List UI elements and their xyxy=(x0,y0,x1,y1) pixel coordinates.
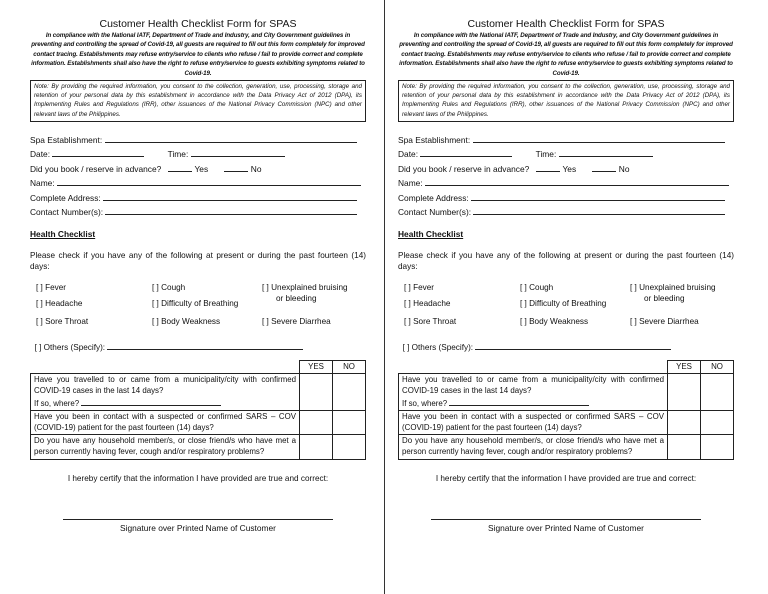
booked-no-label: No xyxy=(618,163,630,174)
symptom-bruising-cont: or bleeding xyxy=(276,293,317,303)
symptom-bruising-cont: or bleeding xyxy=(644,293,685,303)
symptom-diarrhea[interactable]: [ ] Severe Diarrhea xyxy=(630,316,699,326)
booked-yes-field[interactable] xyxy=(536,162,560,172)
booked-label: Did you book / reserve in advance? xyxy=(30,163,162,174)
form-title: Customer Health Checklist Form for SPAS xyxy=(467,18,665,30)
symptom-diarrhea[interactable]: [ ] Severe Diarrhea xyxy=(262,316,331,326)
symptom-breathing[interactable]: [ ] Difficulty of Breathing xyxy=(520,298,607,308)
compliance-intro: In compliance with the National IATF, Department of Trade and Industry, and City Government guidelines in preventing and controlling the spread of Covid-19, all guests are required to fill out this form completely for improved contact tracing. Establishments may refuse entry/service to clients who refuse / fail to provide correct and complete information. Establishments shall also have the right to refuse entry/service to guests exhibiting symptoms related to Covid-19. xyxy=(31,32,365,77)
symptom-weakness[interactable]: [ ] Body Weakness xyxy=(520,316,589,326)
symptom-bruising[interactable]: [ ] Unexplained bruising xyxy=(262,282,348,292)
table-corner xyxy=(31,360,300,374)
privacy-note: Note: By providing the required information, you consent to the collection, generation, use, processing, storage and retention of your personal data by this establishment in accordance with the Data Privacy Act of 2012 (DPA), its Implementing Rules and Regulations (IRR), other issuances of the National Privacy Commission (NPC) and other relevant laws of the Philippines. xyxy=(398,80,734,122)
others-label[interactable]: [ ] Others (Specify): xyxy=(402,342,474,352)
symptom-grid xyxy=(30,282,366,334)
symptom-weakness[interactable]: [ ] Body Weakness xyxy=(152,316,221,326)
contact-no-cell[interactable] xyxy=(701,411,734,435)
customer-fields xyxy=(398,133,734,220)
contact-yes-cell[interactable] xyxy=(668,411,701,435)
contact-yes-cell[interactable] xyxy=(300,411,333,435)
others-field[interactable] xyxy=(475,340,671,350)
table-corner xyxy=(399,360,668,374)
compliance-intro: In compliance with the National IATF, Department of Trade and Industry, and City Government guidelines in preventing and controlling the spread of Covid-19, all guests are required to fill out this form completely for improved contact tracing. Establishments may refuse entry/service to clients who refuse / fail to provide correct and complete information. Establishments shall also have the right to refuse entry/service to guests exhibiting symptoms related to Covid-19. xyxy=(399,32,733,77)
booked-yes-label: Yes xyxy=(194,163,209,174)
time-field[interactable] xyxy=(191,147,285,157)
household-yes-cell[interactable] xyxy=(300,435,333,459)
time-field[interactable] xyxy=(559,147,653,157)
name-label: Name: xyxy=(398,178,423,189)
signature-line[interactable] xyxy=(63,519,333,520)
symptom-breathing[interactable]: [ ] Difficulty of Breathing xyxy=(152,298,239,308)
booked-yes-label: Yes xyxy=(562,163,577,174)
certification-text: I hereby certify that the information I have provided are true and correct: xyxy=(435,473,697,483)
symptom-sore-throat[interactable]: [ ] Sore Throat xyxy=(36,316,89,326)
yes-header: YES xyxy=(668,360,701,374)
signature-line[interactable] xyxy=(431,519,701,520)
contact-label: Contact Number(s): xyxy=(30,207,104,218)
question-contact: Have you been in contact with a suspected or confirmed SARS – COV (COVID-19) patient for the past fourteen (14) days? xyxy=(399,411,668,435)
health-checklist-title: Health Checklist xyxy=(398,228,464,239)
spa-field[interactable] xyxy=(473,133,725,143)
page-divider xyxy=(384,0,385,594)
no-header: NO xyxy=(333,360,366,374)
booked-yes-field[interactable] xyxy=(168,162,192,172)
symptom-fever[interactable]: [ ] Fever xyxy=(404,282,435,292)
contact-label: Contact Number(s): xyxy=(398,207,472,218)
spa-label: Spa Establishment: xyxy=(398,134,471,145)
checklist-instruction: Please check if you have any of the following at present or during the past fourteen (14) days: xyxy=(398,250,734,272)
signature-label: Signature over Printed Name of Customer xyxy=(120,522,276,533)
name-field[interactable] xyxy=(425,176,729,186)
certification-text: I hereby certify that the information I have provided are true and correct: xyxy=(67,473,329,483)
symptom-headache[interactable]: [ ] Headache xyxy=(36,298,83,308)
name-label: Name: xyxy=(30,178,55,189)
address-field[interactable] xyxy=(471,191,725,201)
contact-no-cell[interactable] xyxy=(333,411,366,435)
contact-field[interactable] xyxy=(105,205,357,215)
others-field[interactable] xyxy=(107,340,303,350)
signature-label: Signature over Printed Name of Customer xyxy=(488,522,644,533)
health-checklist-title: Health Checklist xyxy=(30,228,96,239)
household-yes-cell[interactable] xyxy=(668,435,701,459)
others-row xyxy=(30,340,366,352)
form-title: Customer Health Checklist Form for SPAS xyxy=(99,18,297,30)
question-contact: Have you been in contact with a suspected or confirmed SARS – COV (COVID-19) patient for the past fourteen (14) days? xyxy=(31,411,300,435)
time-label: Time: xyxy=(535,149,557,160)
date-field[interactable] xyxy=(420,147,512,157)
booked-no-label: No xyxy=(250,163,262,174)
others-row xyxy=(398,340,734,352)
travel-yes-cell[interactable] xyxy=(300,374,333,411)
symptom-cough[interactable]: [ ] Cough xyxy=(520,282,554,292)
question-household: Do you have any household member/s, or close friend/s who have met a person currently having fever, cough and/or respiratory problems? xyxy=(399,435,668,459)
others-label[interactable]: [ ] Others (Specify): xyxy=(34,342,106,352)
form-left xyxy=(30,18,366,533)
symptom-fever[interactable]: [ ] Fever xyxy=(36,282,67,292)
contact-field[interactable] xyxy=(473,205,725,215)
checklist-instruction: Please check if you have any of the following at present or during the past fourteen (14) days: xyxy=(30,250,366,272)
symptom-grid xyxy=(398,282,734,334)
travel-no-cell[interactable] xyxy=(701,374,734,411)
time-label: Time: xyxy=(167,149,189,160)
yes-header: YES xyxy=(300,360,333,374)
question-table xyxy=(398,360,734,460)
form-right xyxy=(398,18,734,533)
no-header: NO xyxy=(701,360,734,374)
question-table xyxy=(30,360,366,460)
travel-no-cell[interactable] xyxy=(333,374,366,411)
household-no-cell[interactable] xyxy=(701,435,734,459)
address-field[interactable] xyxy=(103,191,357,201)
privacy-note: Note: By providing the required information, you consent to the collection, generation, use, processing, storage and retention of your personal data by this establishment in accordance with the Data Privacy Act of 2012 (DPA), its Implementing Rules and Regulations (IRR), other issuances of the National Privacy Commission (NPC) and other relevant laws of the Philippines. xyxy=(30,80,366,122)
date-label: Date: xyxy=(398,149,419,160)
booked-no-field[interactable] xyxy=(224,162,248,172)
symptom-headache[interactable]: [ ] Headache xyxy=(404,298,451,308)
booked-label: Did you book / reserve in advance? xyxy=(398,163,530,174)
question-travel: Have you travelled to or came from a municipality/city with confirmed COVID-19 cases in the last 14 days? If so, where? xyxy=(31,374,300,411)
booked-no-field[interactable] xyxy=(592,162,616,172)
address-label: Complete Address: xyxy=(398,192,469,203)
question-household: Do you have any household member/s, or close friend/s who have met a person currently having fever, cough and/or respiratory problems? xyxy=(31,435,300,459)
name-field[interactable] xyxy=(57,176,361,186)
customer-fields xyxy=(30,133,366,220)
travel-yes-cell[interactable] xyxy=(668,374,701,411)
symptom-sore-throat[interactable]: [ ] Sore Throat xyxy=(404,316,457,326)
date-field[interactable] xyxy=(52,147,144,157)
household-no-cell[interactable] xyxy=(333,435,366,459)
spa-field[interactable] xyxy=(105,133,357,143)
symptom-bruising[interactable]: [ ] Unexplained bruising xyxy=(630,282,716,292)
address-label: Complete Address: xyxy=(30,192,101,203)
symptom-cough[interactable]: [ ] Cough xyxy=(152,282,186,292)
date-label: Date: xyxy=(30,149,51,160)
spa-label: Spa Establishment: xyxy=(30,134,103,145)
question-travel: Have you travelled to or came from a municipality/city with confirmed COVID-19 cases in the last 14 days? If so, where? xyxy=(399,374,668,411)
